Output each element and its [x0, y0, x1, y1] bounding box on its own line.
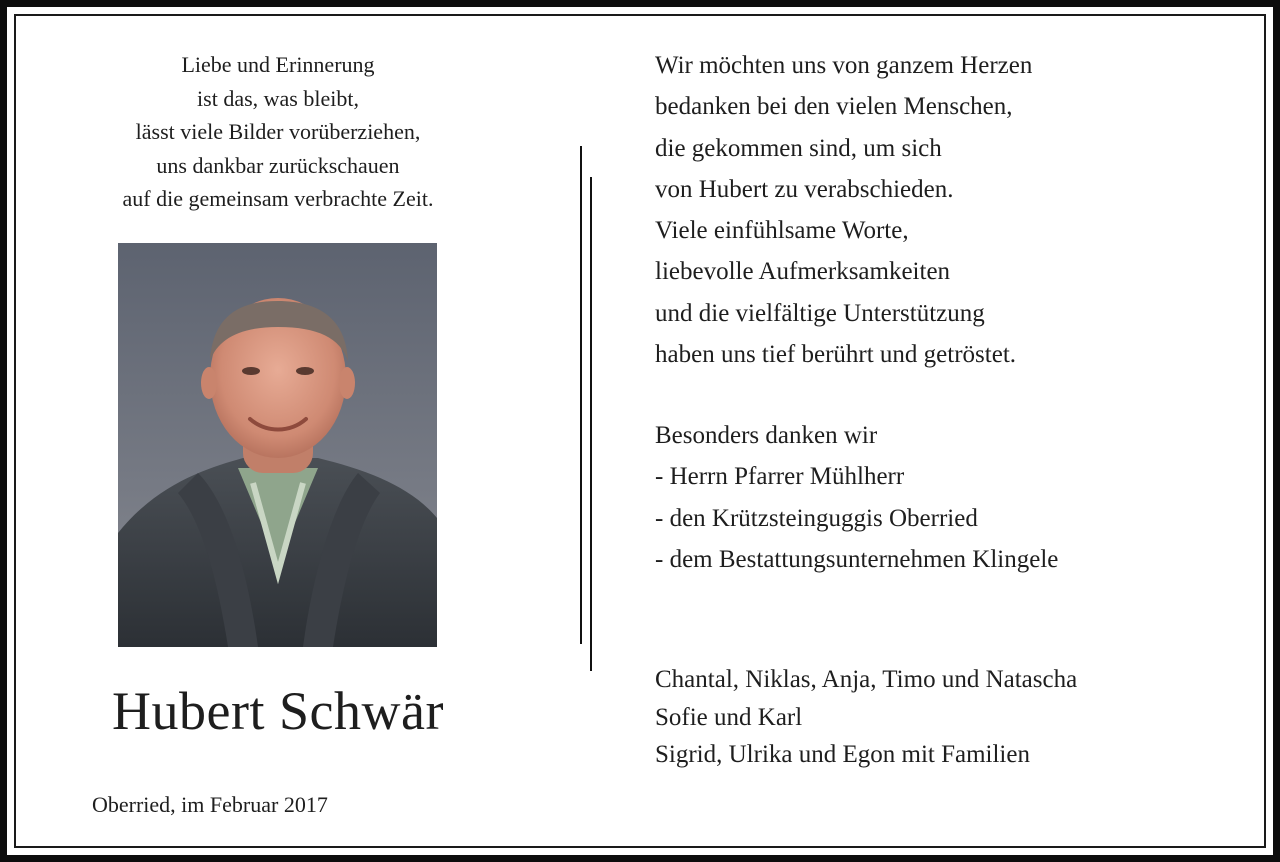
portrait-illustration	[118, 243, 437, 647]
thanks-line: und die vielfältige Unterstützung	[655, 299, 985, 327]
place-and-date: Oberried, im Februar 2017	[92, 792, 328, 817]
special-thanks	[655, 415, 1245, 580]
thanks-line: Viele einfühlsame Worte,	[655, 217, 909, 245]
thanks-line: bedanken bei den vielen Menschen,	[655, 93, 1013, 121]
family-line: Chantal, Niklas, Anja, Timo und Natascha	[655, 666, 1078, 693]
special-thanks-item: - dem Bestattungsunternehmen Klingele	[655, 545, 1059, 573]
thanks-line: haben uns tief berührt und getröstet.	[655, 341, 1017, 369]
poem-line: uns dankbar zurückschauen	[156, 152, 400, 178]
thanks-text	[655, 45, 1245, 375]
thanks-line: die gekommen sind, um sich	[655, 134, 942, 162]
poem-line: lässt viele Bilder vorüberziehen,	[135, 119, 421, 144]
special-thanks-item: - den Krützsteinguggis Oberried	[655, 504, 978, 532]
special-thanks-item: - Herrn Pfarrer Mühlherr	[655, 463, 905, 491]
thanks-line: liebevolle Aufmerksamkeiten	[655, 258, 951, 286]
family-signature	[655, 661, 1245, 774]
poem-line: auf die gemeinsam verbrachte Zeit.	[122, 186, 434, 211]
thanks-line: Wir möchten uns von ganzem Herzen	[655, 52, 1033, 79]
family-line: Sigrid, Ulrika und Egon mit Familien	[655, 741, 1030, 768]
memorial-poem	[40, 48, 516, 216]
portrait-photo	[118, 243, 437, 647]
divider-line	[580, 146, 582, 644]
family-line: Sofie und Karl	[655, 703, 803, 731]
divider-line	[590, 177, 592, 671]
poem-line: Liebe und Erinnerung	[181, 52, 375, 77]
deceased-name: Hubert Schwär	[112, 681, 444, 741]
poem-line: ist das, was bleibt,	[197, 85, 359, 111]
thanks-line: von Hubert zu verabschieden.	[655, 175, 954, 203]
special-thanks-heading: Besonders danken wir	[655, 422, 878, 449]
